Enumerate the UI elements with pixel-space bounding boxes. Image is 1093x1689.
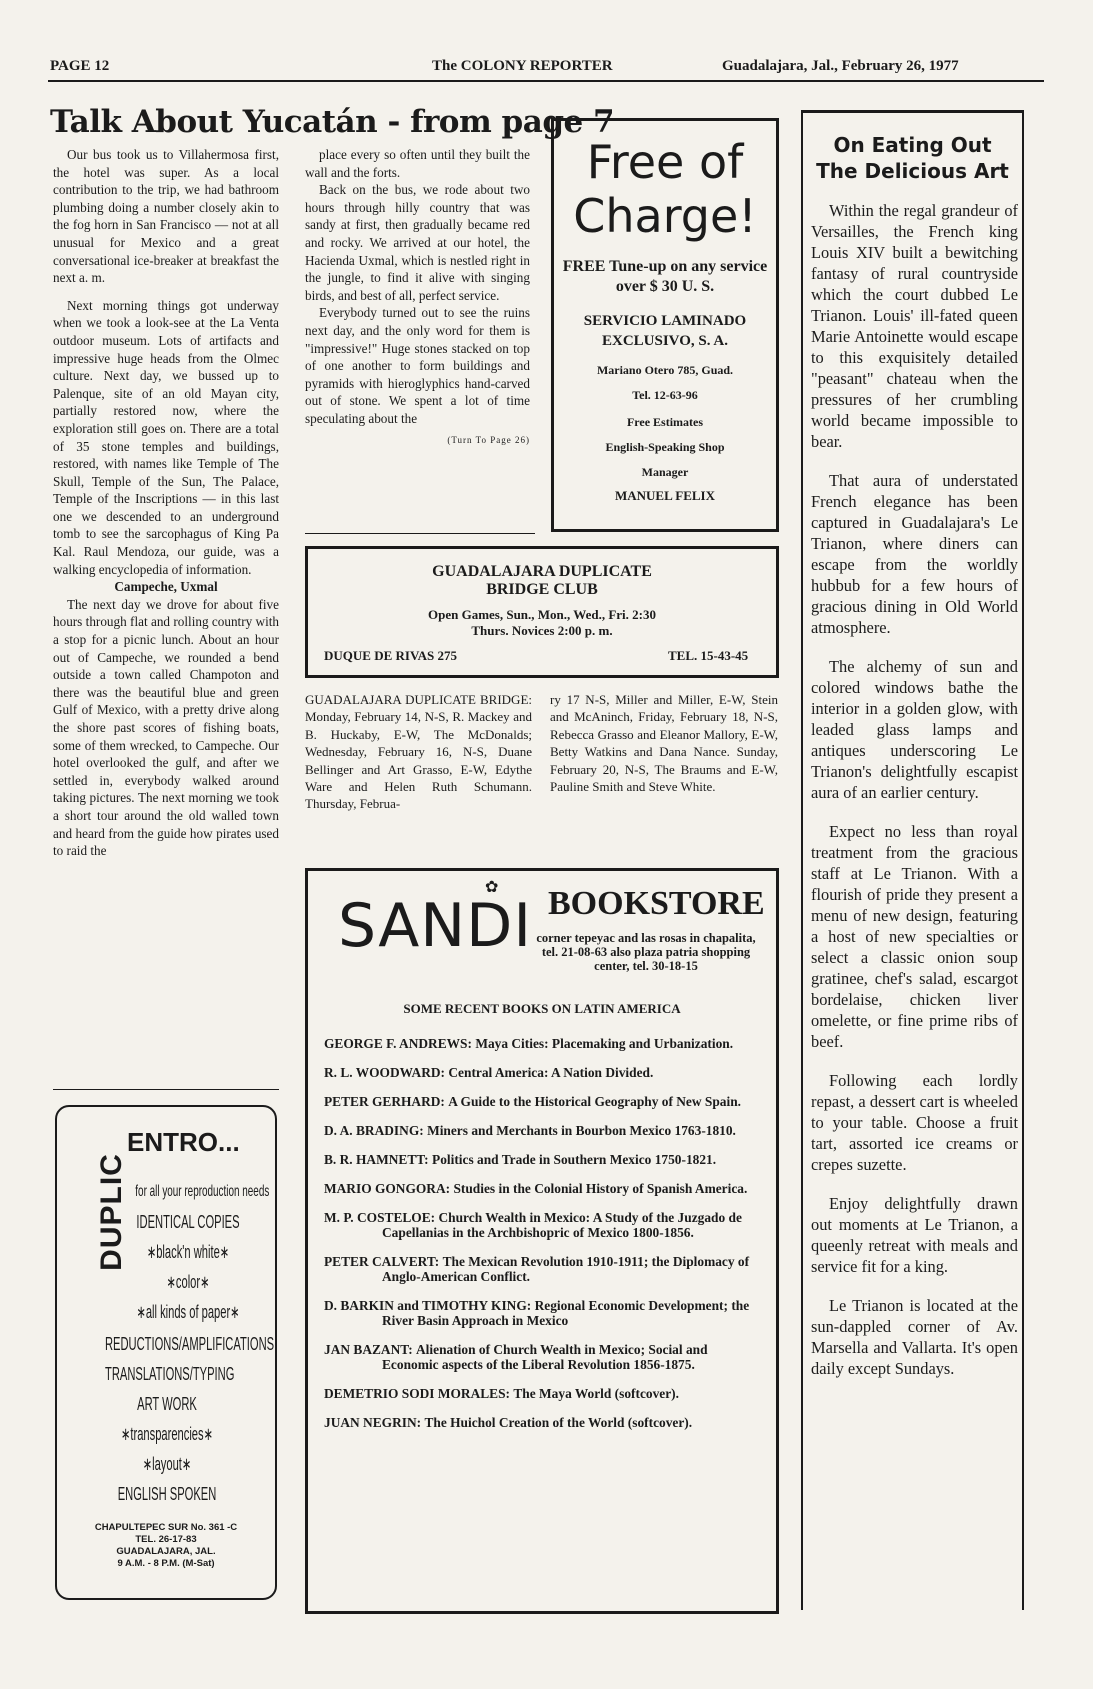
page-number: PAGE 12 <box>50 58 110 74</box>
sandi-logo: SANDI <box>338 891 533 961</box>
eating-paragraph: That aura of understated French elegance has been captured in Guadalajara's Le Trianon, where diners can escape from the worldly hubbub for a few hours of gracious dining in Old World atmosphere. <box>811 471 1018 637</box>
article-paragraph: Back on the bus, we rode about two hours through hilly country that was sandy at first, then gradually became red and rocky. We arrived at our hotel, the Hacienda Uxmal, which is nestled right in the jungle, to find it alive with singing birds, and best of all, perfect service. <box>305 182 530 303</box>
column-rule <box>801 110 803 1610</box>
bridge-club-ad <box>305 546 779 678</box>
article-paragraph: The next day we drove for about five hours through flat and rolling country with a stop for a picnic lunch. About an hour out of Campeche, we rounded a bend outside a town called Champoton and there was the beautiful blue and green Gulf of Mexico, with a pretty drive along the shore past scores of fishing boats, some of them wrecked, to Campeche. Our hotel overlooked the gulf, and after we settled in, everybody walked around taking pictures. The next morning we took a short tour around the old walled town and heard from the guide how pirates used to raid the <box>53 596 279 859</box>
newspaper-name: The COLONY REPORTER <box>432 58 613 74</box>
article-paragraph: Everybody turned out to see the ruins next day, and the only word for them is "impressive!" Huge stones stacked on top of one another to form buildings and pyramids with hieroglyphics hand-carved out of stone. We spent a lot of time speculating about the <box>305 305 530 426</box>
article-paragraph: Our bus took us to Villahermosa first, the hotel was super. As a local contribution to the trip, we had bathroom plumbing doing a number closely akin to the fog horn in San Francisco — not at all unusual for Mexico and a great conversational ice-breaker at breakfast the next a. m. <box>53 147 279 286</box>
book-entry: GEORGE F. ANDREWS: Maya Cities: Placemaking and Urbanization. <box>324 1036 734 1051</box>
ad-address: DUQUE DE RIVAS 275 <box>324 648 458 663</box>
ad-line: Free Estimates <box>626 415 704 429</box>
column-rule <box>801 110 1024 113</box>
ad-address: Mariano Otero 785, Guad. <box>596 363 734 377</box>
column-rule <box>305 533 535 534</box>
book-entry: DEMETRIO SODI MORALES: The Maya World (softcover). <box>324 1386 679 1401</box>
eating-paragraph: Enjoy delightfully drawn out moments at Le Trianon, a queenly retreat with meals and service fit for a king. <box>811 1194 1018 1276</box>
book-list <box>324 1036 760 1444</box>
ad-offer: FREE Tune-up on any service over $ 30 U. S. <box>562 258 768 295</box>
column-rule <box>53 1089 279 1090</box>
article-paragraph: place every so often until they built the wall and the forts. <box>305 147 530 180</box>
sandi-bookstore-ad <box>305 868 779 1614</box>
ad-title: GUADALAJARA DUPLICATE <box>432 563 652 580</box>
ad-line: Open Games, Sun., Mon., Wed., Fri. 2:30 <box>427 607 656 622</box>
article-column-1 <box>53 146 279 860</box>
book-entry: PETER CALVERT: The Mexican Revolution 1910-1911; the Diplomacy of Anglo-American Conflict. <box>324 1254 750 1284</box>
jump-line: (Turn To Page 26) <box>447 434 530 445</box>
bookstore-title: BOOKSTORE <box>548 885 765 922</box>
duplicentro-title: ENTRO... <box>127 1127 240 1157</box>
dateline: Guadalajara, Jal., February 26, 1977 <box>722 58 959 74</box>
eating-paragraph: Expect no less than royal treatment from the gracious staff at Le Trianon. With a flourish of pride they present a menu of new design, featuring a host of new specialties or select a classic onion soup gratinee, chef's salad, escargot bordelaise, chicken liver omelette, or fine prime ribs of beef. <box>811 822 1018 1051</box>
book-entry: R. L. WOODWARD: Central America: A Nation Divided. <box>324 1065 654 1080</box>
ad-line: Thurs. Novices 2:00 p. m. <box>471 623 613 638</box>
article-column-2 <box>305 146 530 449</box>
eating-out-title: On Eating Out The Delicious Art <box>816 133 1009 183</box>
column-rule <box>1022 110 1024 1610</box>
ad-title: BRIDGE CLUB <box>486 581 598 598</box>
duplicentro-services-2: REDUCTIONS/AMPLIFICATIONS TRANSLATIONS/TYPING ART WORK ∗transparencies∗ ∗layout∗ ENGLISH SPOKEN <box>105 1334 275 1504</box>
eating-paragraph: The alchemy of sun and colored windows bathe the interior in a golden glow, with leaded glass lamps and antiques underscoring Le Trianon's delightfully escapist aura of an earlier century. <box>811 657 1018 802</box>
book-entry: D. BARKIN and TIMOTHY KING: Regional Economic Development; the River Basin Approach in Mexico <box>324 1298 750 1328</box>
ad-phone: TEL. 15-43-45 <box>668 648 749 663</box>
duplicentro-arc-text: DUPLIC <box>94 1153 128 1271</box>
eating-paragraph: Following each lordly repast, a dessert cart is wheeled to your table. Choose a fruit tart, assorted ice creams or crepes suzette. <box>811 1071 1018 1174</box>
duplicentro-services: for all your reproduction needs IDENTICAL COPIES ∗black'n white∗ ∗color∗ ∗all kinds of paper∗ <box>135 1183 270 1322</box>
book-entry: B. R. HAMNETT: Politics and Trade in Southern Mexico 1750-1821. <box>324 1152 717 1167</box>
eating-out-column <box>811 200 1018 1397</box>
book-entry: PETER GERHARD: A Guide to the Historical Geography of New Spain. <box>324 1094 742 1109</box>
ad-business-name: SERVICIO LAMINADO EXCLUSIVO, S. A. <box>583 313 747 349</box>
ad-title: Charge! <box>573 189 757 243</box>
ad-title: Free of <box>586 135 744 189</box>
headline: Talk About Yucatán - from page 7 <box>50 104 615 140</box>
book-entry: D. A. BRADING: Miners and Merchants in Bourbon Mexico 1763-1810. <box>324 1123 736 1138</box>
header-rule <box>48 80 1044 82</box>
ad-line: English-Speaking Shop <box>605 440 725 454</box>
book-entry: JAN BAZANT: Alienation of Church Wealth in Mexico; Social and Economic aspects of the Liberal Revolution 1856-1875. <box>324 1342 708 1372</box>
bridge-results-left: GUADALAJARA DUPLICATE BRIDGE: Monday, February 14, N-S, R. Mackey and B. Huckaby, E-W, The McDonalds; Wednesday, February 16, N-S, Duane Bellinger and Art Grasso, E-W, Edythe Ware and Helen Ruth Schumann. Thursday, Februa- <box>305 692 532 812</box>
article-paragraph: Next morning things got underway when we took a look-see at the La Venta outdoor museum. Lots of artifacts and impressive huge heads from the Olmec culture. Next day, we bussed up to Palenque, site of an old Mayan city, partially restored now, where the exploration still goes on. There are a total of 35 stone temples and buildings, restored, with names like Temple of The Skull, Temple of the Sun, The Palace, Temple of the Inscriptions — in this last one we descended to an underground tomb to see the sarcophagus of King Pa Kal. Raul Mendoza, our guide, was a walking encyclopedia of information. <box>53 297 279 577</box>
section-heading: SOME RECENT BOOKS ON LATIN AMERICA <box>403 1001 681 1016</box>
duplicentro-ad <box>55 1105 277 1600</box>
eating-paragraph: Le Trianon is located at the sun-dappled corner of Av. Marsella and Vallarta. It's open daily except Sundays. <box>811 1296 1018 1378</box>
duplicentro-address: CHAPULTEPEC SUR No. 361 -C TEL. 26-17-83 GUADALAJARA, JAL. 9 A.M. - 8 P.M. (M-Sat) <box>94 1522 238 1569</box>
book-entry: MARIO GONGORA: Studies in the Colonial History of Spanish America. <box>324 1181 748 1196</box>
bookstore-address: corner tepeyac and las rosas in chapalita, tel. 21-08-63 also plaza patria shopping center, tel. 30-18-15 <box>536 931 756 973</box>
flower-icon: ✿ <box>485 877 499 896</box>
book-entry: M. P. COSTELOE: Church Wealth in Mexico: A Study of the Juzgado de Capellanias in the Archbishopric of Mexico 1800-1856. <box>324 1210 742 1240</box>
ad-line: Manager <box>641 465 689 479</box>
book-entry: JUAN NEGRIN: The Huichol Creation of the World (softcover). <box>324 1415 693 1430</box>
free-of-charge-ad <box>551 118 779 532</box>
article-subhead: Campeche, Uxmal <box>114 579 218 595</box>
ad-manager-name: MANUEL FELIX <box>614 488 716 503</box>
eating-paragraph: Within the regal grandeur of Versailles, the French king Louis XIV built a bewitching fantasy of rural countryside which the court dubbed Le Trianon. Louis' ill-fated queen Marie Antoinette would escape to this exquisitely detailed "peasant" chateau when the pressures of her crumbling world became impossible to bear. <box>811 201 1018 451</box>
ad-phone: Tel. 12-63-96 <box>632 388 698 402</box>
bridge-results-right: ry 17 N-S, Miller and Miller, E-W, Stein and McAninch, Friday, February 18, N-S, Rebecca Grasso and Eleanor Mallory, E-W, Betty Watkins and Dana Nance. Sunday, February 20, N-S, The Braums and E-W, Pauline Smith and Steve White. <box>550 692 778 795</box>
